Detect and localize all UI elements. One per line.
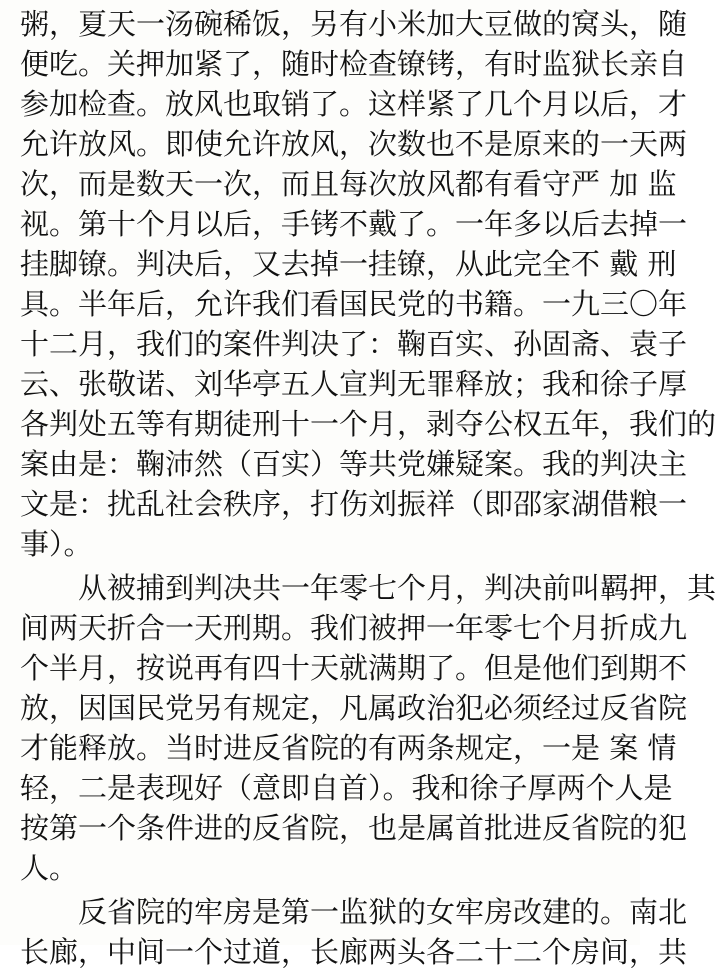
text-line: 长廊，中间一个过道，长廊两头各二十二个房间，共 xyxy=(20,935,688,969)
text-line: 各判处五等有期徒刑十一个月，剥夺公权五年，我们的 xyxy=(20,407,716,441)
text-line: 具。半年后，允许我们看国民党的书籍。一九三〇年 xyxy=(20,287,688,321)
text-line: 参加检查。放风也取销了。这样紧了几个月以后，才 xyxy=(20,87,688,121)
text-line: 事）。 xyxy=(20,527,93,561)
text-line: 才能释放。当时进反省院的有两条规定，一是 案 情 xyxy=(20,731,677,765)
text-line: 轻，二是表现好（意即自首）。我和徐子厚两个人是 xyxy=(20,771,673,805)
paragraph-2 xyxy=(20,568,716,888)
text-line: 案由是：鞠沛然（百实）等共党嫌疑案。我的判决主 xyxy=(20,447,688,481)
paragraph-1 xyxy=(20,4,716,564)
text-line: 间两天折合一天刑期。我们被押一年零七个月折成九 xyxy=(20,611,688,645)
text-line: 视。第十个月以后，手铐不戴了。一年多以后去掉一 xyxy=(20,207,688,241)
text-line: 反省院的牢房是第一监狱的女牢房改建的。南北 xyxy=(78,895,688,929)
text-line: 粥，夏天一汤碗稀饭，另有小米加大豆做的窝头，随 xyxy=(20,7,688,41)
text-line: 十二月，我们的案件判决了：鞠百实、孙固斋、袁子 xyxy=(20,327,688,361)
text-line: 人。 xyxy=(20,851,79,885)
text-line: 个半月，按说再有四十天就满期了。但是他们到期不 xyxy=(20,651,688,685)
text-line: 从被捕到判决共一年零七个月，判决前叫羁押，其 xyxy=(78,571,716,605)
text-line: 按第一个条件进的反省院，也是属首批进反省院的犯 xyxy=(20,811,688,845)
text-line: 便吃。关押加紧了，随时检查镣铐，有时监狱长亲自 xyxy=(20,47,688,81)
text-line: 放，因国民党另有规定，凡属政治犯必须经过反省院 xyxy=(20,691,688,725)
text-line: 文是：扰乱社会秩序，打伤刘振祥（即邵家湖借粮一 xyxy=(20,487,688,521)
text-line: 挂脚镣。判决后，又去掉一挂镣，从此完全不 戴 刑 xyxy=(20,247,677,281)
text-line: 次，而是数天一次，而且每次放风都有看守严 加 监 xyxy=(20,167,677,201)
text-line: 允许放风。即使允许放风，次数也不是原来的一天两 xyxy=(20,127,688,161)
text-line: 云、张敬诺、刘华亭五人宣判无罪释放；我和徐子厚 xyxy=(20,367,688,401)
paragraph-3 xyxy=(20,892,688,972)
